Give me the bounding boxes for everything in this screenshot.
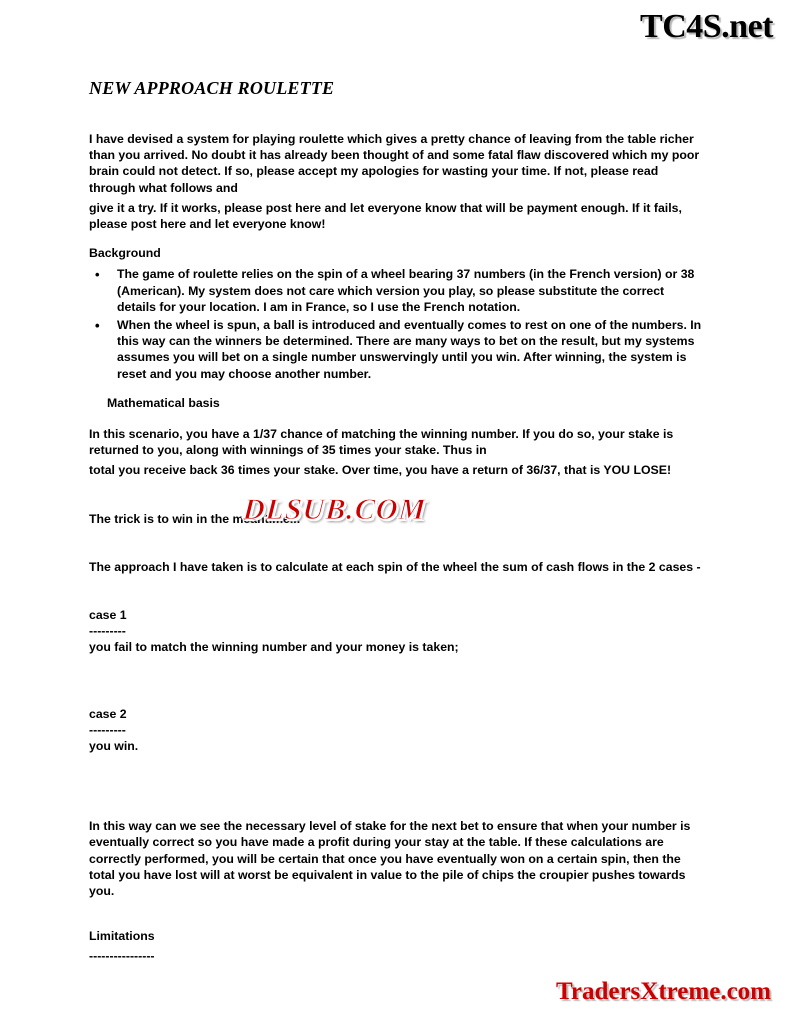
watermark-bottom-right: TradersXtreme.com <box>556 978 771 1005</box>
list-item: • The game of roulette relies on the spin of a wheel bearing 37 numbers (in the French version) or 38 (American). My system does not care which version you play, so please substitute the correct details for your location. I am in France, so I use the French notation. <box>89 266 703 315</box>
background-heading: Background <box>89 246 161 261</box>
trick-paragraph: The trick is to win in the meantime... <box>89 511 301 526</box>
case-1-rule: --------- <box>89 624 126 639</box>
case-2-label: case 2 <box>89 706 127 721</box>
intro-paragraph-1: I have devised a system for playing roulette which gives a pretty chance of leaving from the table richer than you arrived. No doubt it has already been thought of and some fatal flaw discovered which my poor brain could not detect. If so, please accept my apologies for wasting your time. If not, please read through what follows and <box>89 132 700 195</box>
math-paragraph-1: In this scenario, you have a 1/37 chance of matching the winning number. If you do so, your stake is returned to you, along with winnings of 35 times your stake. Thus in <box>89 426 674 458</box>
math-paragraph-2: total you receive back 36 times your stake. Over time, you have a return of 36/37, that is YOU LOSE! <box>89 463 672 478</box>
watermark-stamp: DLSUB.COM <box>241 493 428 526</box>
case-2-rule: --------- <box>89 722 126 737</box>
case-2-text: you win. <box>89 739 139 754</box>
case-1-block <box>89 607 703 656</box>
list-item-label: When the wheel is spun, a ball is introduced and eventually comes to rest on one of the numbers. In this way can the winners be determined. There are many ways to bet on the result, but my systems assumes you will bet on a single number unswervingly until you win. After winning, the system is reset and you may choose another number. <box>117 317 702 381</box>
intro-paragraph-2: give it a try. If it works, please post here and let everyone know that will be payment enough. If it fails, please post here and let everyone know! <box>89 200 682 232</box>
background-bullet-list <box>89 266 703 382</box>
conclusion-paragraph: In this way can we see the necessary level of stake for the next bet to ensure that when your number is eventually correct so you have made a profit during your stay at the table. If these calculations are correctly performed, you will be certain that once you have eventually won on a certain spin, then the total you have lost will at worst be equivalent in value to the pile of chips the croupier pushes towards you. <box>89 819 691 899</box>
page-title: NEW APPROACH ROULETTE <box>89 78 335 98</box>
limitations-heading: Limitations <box>89 929 155 944</box>
approach-paragraph: The approach I have taken is to calculate at each spin of the wheel the sum of cash flows in the 2 cases - <box>89 559 701 574</box>
mathematical-basis-heading: Mathematical basis <box>107 395 220 410</box>
watermark-top-right: TC4S.net <box>640 8 773 45</box>
list-item <box>89 317 703 382</box>
case-2-block <box>89 706 703 755</box>
case-1-text: you fail to match the winning number and your money is taken; <box>89 640 459 655</box>
limitations-rule: ---------------- <box>89 949 155 964</box>
case-1-label: case 1 <box>89 607 127 622</box>
limitations-block <box>89 929 703 963</box>
